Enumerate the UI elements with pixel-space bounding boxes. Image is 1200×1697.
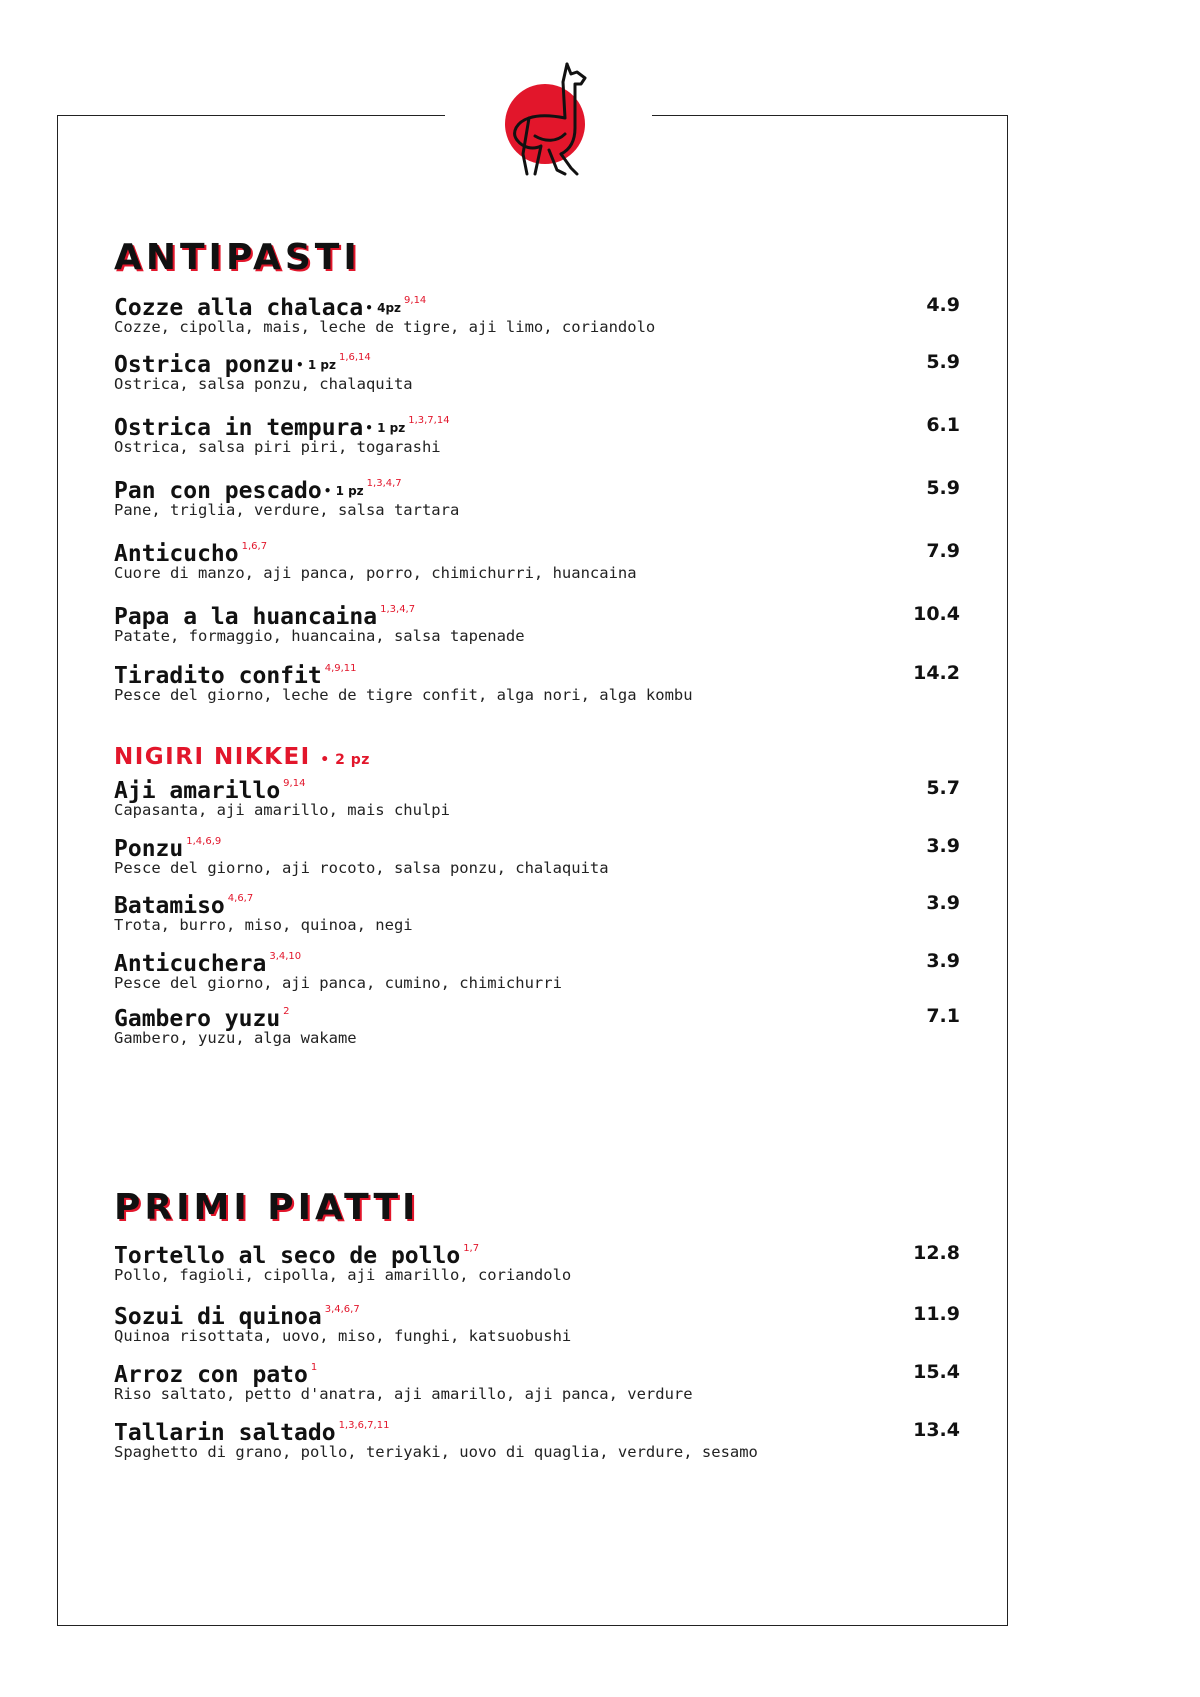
menu-item xyxy=(114,1363,960,1403)
item-price: 15.4 xyxy=(913,1361,960,1383)
item-description: Cozze, cipolla, mais, leche de tigre, aji limo, coriandolo xyxy=(114,318,656,336)
item-allergens: 4,9,11 xyxy=(324,663,357,674)
item-allergens: 1,3,4,7 xyxy=(366,478,402,489)
item-name: Ostrica ponzu xyxy=(114,352,295,378)
item-price: 13.4 xyxy=(913,1419,960,1441)
item-description: Pesce del giorno, aji panca, cumino, chimichurri xyxy=(114,974,562,992)
item-description: Quinoa risottata, uovo, miso, funghi, katsuobushi xyxy=(114,1327,572,1345)
item-quantity: • 1 pz xyxy=(296,358,336,372)
item-name: Gambero yuzu xyxy=(114,1006,281,1032)
section-title-primi: PRIMI PIATTI xyxy=(114,1187,420,1228)
menu-item xyxy=(114,416,960,456)
section-title-antipasti: ANTIPASTI xyxy=(114,237,361,278)
item-price: 11.9 xyxy=(913,1303,960,1325)
item-allergens: 1,4,6,9 xyxy=(186,836,222,847)
item-price: 6.1 xyxy=(926,414,960,436)
item-allergens: 1 xyxy=(310,1362,318,1373)
menu-item xyxy=(114,779,960,819)
item-quantity: • 4pz xyxy=(365,301,402,315)
item-description: Gambero, yuzu, alga wakame xyxy=(114,1029,357,1047)
item-name: Papa a la huancaina xyxy=(114,604,378,630)
section-primi xyxy=(114,1187,960,1228)
item-name: Arroz con pato xyxy=(114,1362,308,1388)
item-description: Pesce del giorno, aji rocoto, salsa ponzu, chalaquita xyxy=(114,859,609,877)
item-name: Tiradito confit xyxy=(114,663,322,689)
item-name: Cozze alla chalaca xyxy=(114,295,364,321)
item-description: Trota, burro, miso, quinoa, negi xyxy=(114,916,413,934)
item-description: Spaghetto di grano, pollo, teriyaki, uovo di quaglia, verdure, sesamo xyxy=(114,1443,758,1461)
menu-item xyxy=(114,1007,960,1047)
item-name: Sozui di quinoa xyxy=(114,1304,322,1330)
frame-top-right-line xyxy=(652,115,1008,116)
frame-top-left-line xyxy=(57,115,445,116)
item-price: 5.9 xyxy=(926,477,960,499)
menu-item xyxy=(114,296,960,336)
item-name: Aji amarillo xyxy=(114,778,281,804)
item-allergens: 9,14 xyxy=(404,295,427,306)
item-name: Ponzu xyxy=(114,836,184,862)
nigiri-quantity: • 2 pz xyxy=(320,752,370,768)
item-allergens: 2 xyxy=(283,1006,290,1017)
item-allergens: 9,14 xyxy=(283,778,306,789)
menu-item xyxy=(114,1421,960,1461)
item-price: 3.9 xyxy=(926,892,960,914)
item-allergens: 1,7 xyxy=(463,1243,480,1254)
item-description: Riso saltato, petto d'anatra, aji amarillo, aji panca, verdure xyxy=(114,1385,693,1403)
item-allergens: 1,6,7 xyxy=(241,541,268,552)
menu-item xyxy=(114,664,960,704)
menu-item xyxy=(114,952,960,992)
item-allergens: 1,3,6,7,11 xyxy=(338,1420,390,1431)
item-allergens: 3,4,10 xyxy=(269,951,302,962)
section-nigiri xyxy=(114,746,960,769)
item-price: 7.9 xyxy=(926,540,960,562)
nigiri-title: NIGIRI NIKKEI xyxy=(114,744,311,770)
menu-item xyxy=(114,1244,960,1284)
item-price: 12.8 xyxy=(913,1242,960,1264)
item-description: Patate, formaggio, huancaina, salsa tapenade xyxy=(114,627,525,645)
item-name: Pan con pescado xyxy=(114,478,322,504)
menu-item xyxy=(114,353,960,393)
item-description: Pesce del giorno, leche de tigre confit, alga nori, alga kombu xyxy=(114,686,693,704)
item-price: 3.9 xyxy=(926,950,960,972)
item-description: Cuore di manzo, aji panca, porro, chimichurri, huancaina xyxy=(114,564,637,582)
menu-item xyxy=(114,479,960,519)
item-name: Anticucho xyxy=(114,541,239,567)
item-price: 10.4 xyxy=(913,603,960,625)
section-antipasti xyxy=(114,237,960,278)
item-allergens: 4,6,7 xyxy=(227,893,254,904)
item-allergens: 1,6,14 xyxy=(338,352,371,363)
item-description: Ostrica, salsa piri piri, togarashi xyxy=(114,438,441,456)
item-price: 14.2 xyxy=(913,662,960,684)
item-name: Tallarin saltado xyxy=(114,1420,336,1446)
item-description: Ostrica, salsa ponzu, chalaquita xyxy=(114,375,413,393)
llama-sun-logo-icon xyxy=(505,58,601,182)
item-allergens: 1,3,7,14 xyxy=(408,415,450,426)
item-description: Pane, triglia, verdure, salsa tartara xyxy=(114,501,460,519)
menu-item xyxy=(114,605,960,645)
item-price: 3.9 xyxy=(926,835,960,857)
item-price: 5.9 xyxy=(926,351,960,373)
item-description: Capasanta, aji amarillo, mais chulpi xyxy=(114,801,450,819)
item-name: Ostrica in tempura xyxy=(114,415,364,441)
item-allergens: 1,3,4,7 xyxy=(380,604,416,615)
item-price: 7.1 xyxy=(926,1005,960,1027)
item-price: 4.9 xyxy=(926,294,960,316)
menu-item xyxy=(114,542,960,582)
menu-item xyxy=(114,1305,960,1345)
item-name: Tortello al seco de pollo xyxy=(114,1243,461,1269)
item-name: Batamiso xyxy=(114,893,225,919)
item-quantity: • 1 pz xyxy=(365,421,406,435)
section-title-nigiri xyxy=(114,746,960,769)
menu-item xyxy=(114,894,960,934)
item-price: 5.7 xyxy=(926,777,960,799)
item-quantity: • 1 pz xyxy=(323,484,364,498)
item-name: Anticuchera xyxy=(114,951,267,977)
item-description: Pollo, fagioli, cipolla, aji amarillo, coriandolo xyxy=(114,1266,572,1284)
item-allergens: 3,4,6,7 xyxy=(324,1304,360,1315)
menu-item xyxy=(114,837,960,877)
